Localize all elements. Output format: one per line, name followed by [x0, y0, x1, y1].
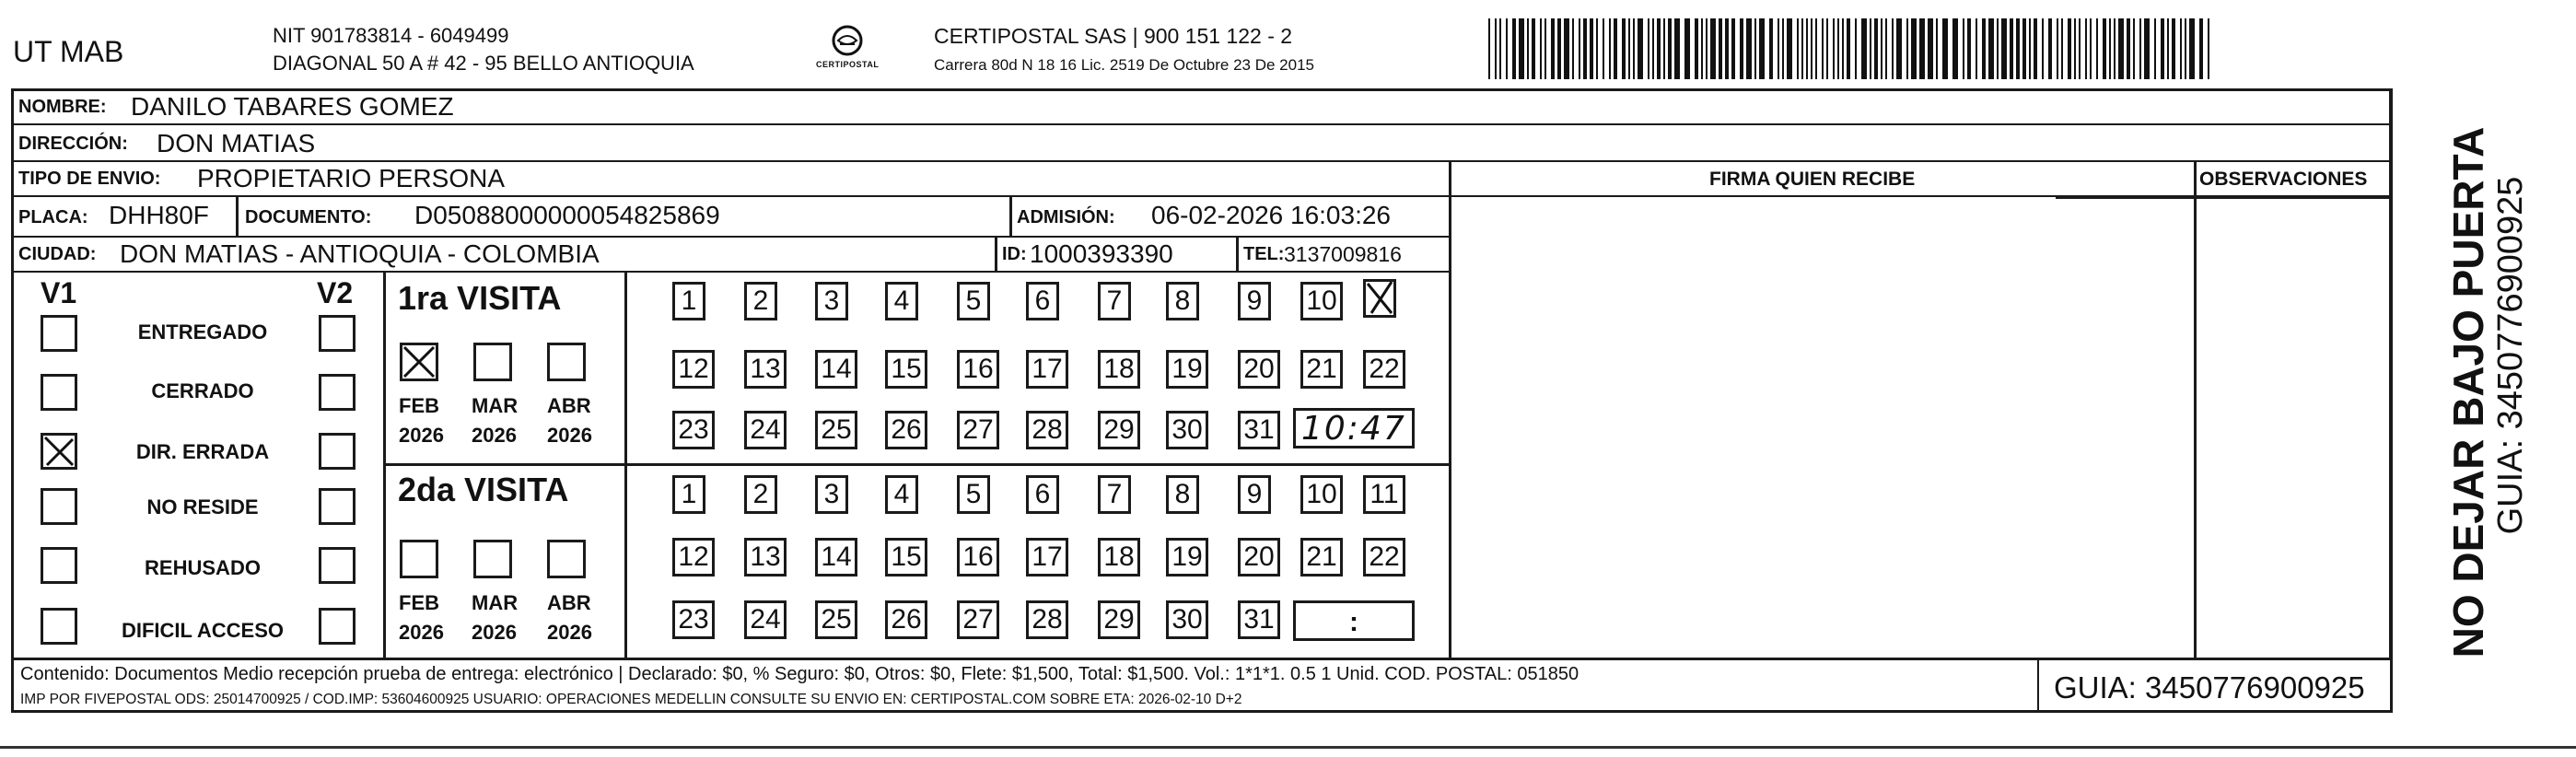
visit2-day-15[interactable]: 15 [885, 538, 927, 576]
status-label-no-reside: NO RESIDE [146, 495, 259, 518]
barcode-bar [1557, 18, 1561, 79]
barcode-bar [1919, 18, 1925, 79]
visit1-year-abr: 2026 [547, 424, 592, 447]
barcode-bar [2074, 18, 2076, 79]
visit1-year-mar: 2026 [472, 424, 517, 447]
col-divider [236, 197, 239, 236]
visit1-day-21[interactable]: 21 [1300, 350, 1343, 389]
barcode-bar [1837, 18, 1839, 79]
company-name: UT MAB [13, 35, 124, 68]
visit1-day-29[interactable]: 29 [1098, 411, 1140, 449]
admision-label: ADMISIÓN: [1017, 207, 1115, 227]
check-x-icon [1366, 282, 1393, 315]
visit2-day-14[interactable]: 14 [815, 538, 857, 576]
company-nit: NIT 901783814 - 6049499 [273, 24, 509, 47]
visit1-day-1[interactable]: 1 [672, 282, 705, 320]
barcode-bar [1822, 18, 1824, 79]
visit2-abr-checkbox[interactable] [547, 540, 586, 578]
visit1-day-31[interactable]: 31 [1238, 411, 1280, 449]
visit2-day-22[interactable]: 22 [1363, 538, 1405, 576]
col-divider [1449, 160, 1451, 658]
direccion-value: DON MATIAS [157, 129, 316, 157]
status-label-rehusado: REHUSADO [145, 556, 261, 579]
barcode-bar [2048, 18, 2052, 79]
visit1-day-22[interactable]: 22 [1363, 350, 1405, 389]
barcode-bar [1695, 18, 1698, 79]
visit1-day-7[interactable]: 7 [1098, 282, 1131, 320]
ciudad-value: DON MATIAS - ANTIOQUIA - COLOMBIA [120, 239, 600, 268]
barcode-bar [2029, 18, 2031, 79]
barcode-bar [1746, 18, 1752, 79]
visit1-year-feb: 2026 [399, 424, 444, 447]
visit2-day-4[interactable]: 4 [885, 475, 918, 514]
tel-value: 3137009816 [1284, 242, 1402, 266]
visit2-day-24[interactable]: 24 [744, 600, 787, 639]
barcode-bar [1564, 18, 1569, 79]
nombre-value: DANILO TABARES GOMEZ [131, 92, 454, 121]
visit1-day-28[interactable]: 28 [1026, 411, 1068, 449]
v1-cerrado-checkbox[interactable] [41, 374, 77, 411]
tipo-envio-label: TIPO DE ENVIO: [18, 169, 161, 189]
carrier-license: Carrera 80d N 18 16 Lic. 2519 De Octubre 23 De 2015 [934, 56, 1314, 74]
visit1-day-6[interactable]: 6 [1026, 282, 1059, 320]
barcode-bar [1833, 18, 1835, 79]
row-divider [11, 195, 2393, 197]
barcode-bar [1499, 18, 1501, 79]
visit2-day-1[interactable]: 1 [672, 475, 705, 514]
barcode-bar [2139, 18, 2141, 79]
barcode-bar [1870, 18, 1871, 79]
barcode-bar [2189, 18, 2195, 79]
visit2-day-16[interactable]: 16 [957, 538, 999, 576]
visit2-day-23[interactable]: 23 [672, 600, 715, 639]
barcode-bar [2133, 18, 2135, 79]
barcode-bar [1769, 18, 1773, 79]
visit1-month-mar: MAR [472, 394, 519, 417]
barcode-bar [1572, 18, 1574, 79]
certipostal-logo [810, 24, 884, 76]
barcode-bar [1652, 18, 1654, 79]
barcode-bar [1881, 18, 1882, 79]
barcode-bar [1614, 18, 1617, 79]
visit2-day-26[interactable]: 26 [885, 600, 927, 639]
barcode-bar [1952, 18, 1958, 79]
visit2-feb-checkbox[interactable] [400, 540, 438, 578]
barcode-bar [1583, 18, 1587, 79]
col-divider [2389, 88, 2392, 658]
tipo-envio-value: PROPIETARIO PERSONA [197, 164, 505, 192]
v2-rehusado-checkbox[interactable] [319, 547, 356, 584]
visit1-day-27[interactable]: 27 [957, 411, 999, 449]
row-divider [11, 271, 1450, 273]
visit1-day-2[interactable]: 2 [744, 282, 777, 320]
barcode-bar [1527, 18, 1529, 79]
barcode-bar [1815, 18, 1817, 79]
visit2-day-13[interactable]: 13 [744, 538, 787, 576]
visit1-day-26[interactable]: 26 [885, 411, 927, 449]
visit2-day-5[interactable]: 5 [957, 475, 990, 514]
visit2-day-31[interactable]: 31 [1238, 600, 1280, 639]
visit2-day-9[interactable]: 9 [1238, 475, 1271, 514]
barcode-bar [2199, 18, 2203, 79]
visit2-month-mar: MAR [472, 591, 519, 614]
v1-dir-errada-checkbox[interactable] [41, 433, 77, 470]
v1-rehusado-checkbox[interactable] [41, 547, 77, 584]
v1-no-reside-checkbox[interactable] [41, 488, 77, 525]
barcode-bar [1657, 18, 1661, 79]
side-guia: GUIA: 3450776900925 [2491, 176, 2530, 535]
visit2-mar-checkbox[interactable] [473, 540, 512, 578]
visit1-day-30[interactable]: 30 [1166, 411, 1208, 449]
page-bottom-edge [0, 746, 2576, 749]
barcode-bar [1928, 18, 1933, 79]
visit2-year-abr: 2026 [547, 621, 592, 644]
visit1-day-13[interactable]: 13 [744, 350, 787, 389]
footer-divider [11, 658, 2393, 660]
visit2-day-25[interactable]: 25 [815, 600, 857, 639]
row-divider [2056, 197, 2393, 199]
footer-imp: IMP POR FIVEPOSTAL ODS: 25014700925 / COD.IMP: 53604600925 USUARIO: OPERACIONES MEDELLIN CONSULTE SU ENVIO EN: CERTIPOSTAL.COM SOBRE ETA: 2026-02-10 D+2 [20, 692, 1242, 707]
v2-label: V2 [317, 276, 354, 309]
visit2-day-18[interactable]: 18 [1098, 538, 1140, 576]
footer-guia: GUIA: 3450776900925 [2054, 670, 2365, 705]
barcode-bar [2057, 18, 2058, 79]
col-divider [995, 238, 997, 271]
admision-value: 06-02-2026 16:03:26 [1151, 201, 1391, 229]
barcode-bar [1495, 18, 1497, 79]
visit2-day-20[interactable]: 20 [1238, 538, 1280, 576]
visit2-day-3[interactable]: 3 [815, 475, 848, 514]
visit1-day-23[interactable]: 23 [672, 411, 715, 449]
visit2-year-feb: 2026 [399, 621, 444, 644]
barcode-bar [1609, 18, 1611, 79]
status-label-dificil-acceso: DIFICIL ACCESO [121, 619, 284, 642]
visit2-day-17[interactable]: 17 [1026, 538, 1068, 576]
barcode-bar [2096, 18, 2098, 79]
status-label-dir-errada: DIR. ERRADA [135, 440, 270, 463]
col-divider [1009, 197, 1012, 236]
visit1-day-8[interactable]: 8 [1166, 282, 1199, 320]
visit2-day-11[interactable]: 11 [1363, 475, 1405, 514]
barcode-bar [1579, 18, 1580, 79]
visit2-day-19[interactable]: 19 [1166, 538, 1208, 576]
row-divider [11, 160, 2393, 162]
visit1-time-box[interactable] [1293, 408, 1415, 448]
barcode-bar [1976, 18, 1977, 79]
barcode-bar [1701, 18, 1703, 79]
barcode-bar [2208, 18, 2209, 79]
tel-label: TEL: [1243, 244, 1285, 264]
barcode-bar [1906, 18, 1908, 79]
v1-label: V1 [41, 276, 77, 309]
barcode-bar [2042, 18, 2044, 79]
barcode-bar [1842, 18, 1844, 79]
check-x-icon [43, 436, 75, 467]
barcode-bar [1963, 18, 1964, 79]
barcode-bar [2068, 18, 2071, 79]
barcode-bar [1668, 18, 1672, 79]
v1-dificil-acceso-checkbox[interactable] [41, 608, 77, 645]
barcode-bar [2022, 18, 2026, 79]
status-label-entregado: ENTREGADO [137, 320, 268, 344]
barcode-bar [1778, 18, 1779, 79]
barcode-bar [2167, 18, 2169, 79]
barcode-bar [1633, 18, 1635, 79]
barcode-bar [1855, 18, 1857, 79]
visit1-mar-checkbox[interactable] [473, 343, 512, 381]
barcode-bar [1519, 18, 1524, 79]
visit2-time-separator: : [1349, 607, 1358, 637]
barcode-bar [1551, 18, 1555, 79]
barcode-bar [2127, 18, 2130, 79]
barcode-bar [1988, 18, 1994, 79]
visit2-day-29[interactable]: 29 [1098, 600, 1140, 639]
barcode-bar [1638, 18, 1643, 79]
barcode-bar [1710, 18, 1716, 79]
check-x-icon [402, 345, 436, 378]
barcode-bar [2114, 18, 2116, 79]
visit1-abr-checkbox[interactable] [547, 343, 586, 381]
barcode-bar [1488, 18, 1490, 79]
visit1-day-11-checked[interactable] [1363, 279, 1396, 318]
barcode-bar [1590, 18, 1593, 79]
visit1-day-3[interactable]: 3 [815, 282, 848, 320]
visit2-day-21[interactable]: 21 [1300, 538, 1343, 576]
visit1-month-abr: ABR [547, 394, 591, 417]
visit1-time-handwritten: 10:47 [1301, 410, 1406, 448]
row-divider [11, 123, 2393, 125]
visit1-day-18[interactable]: 18 [1098, 350, 1140, 389]
visit1-day-4[interactable]: 4 [885, 282, 918, 320]
barcode-bar [1942, 18, 1948, 79]
visit2-day-30[interactable]: 30 [1166, 600, 1208, 639]
placa-value: DHH80F [109, 201, 209, 229]
row-divider [11, 236, 1450, 238]
barcode-bar [2079, 18, 2081, 79]
id-label: ID: [1002, 244, 1027, 264]
visit1-month-feb: FEB [399, 394, 439, 417]
visit2-day-27[interactable]: 27 [957, 600, 999, 639]
barcode-bar [1719, 18, 1722, 79]
barcode-bar [1811, 18, 1813, 79]
ciudad-label: CIUDAD: [18, 244, 97, 264]
barcode-bar [1754, 18, 1756, 79]
id-value: 1000393390 [1030, 239, 1173, 268]
barcode-bar [1885, 18, 1887, 79]
visit2-year-mar: 2026 [472, 621, 517, 644]
visit1-day-19[interactable]: 19 [1166, 350, 1208, 389]
barcode-bar [1782, 18, 1784, 79]
barcode-bar [2118, 18, 2124, 79]
visit1-title: 1ra VISITA [398, 279, 562, 317]
barcode-bar [2144, 18, 2150, 79]
barcode-bar [1982, 18, 1986, 79]
barcode-bar [1706, 18, 1708, 79]
v2-dir-errada-checkbox[interactable] [319, 433, 356, 470]
side-warning: NO DEJAR BAJO PUERTA [2444, 126, 2492, 658]
observaciones-label: OBSERVACIONES [2199, 169, 2368, 190]
v2-cerrado-checkbox[interactable] [319, 374, 356, 411]
placa-label: PLACA: [18, 207, 88, 227]
barcode-bar [1596, 18, 1598, 79]
barcode-bar [1532, 18, 1535, 79]
carrier-name: CERTIPOSTAL SAS | 900 151 122 - 2 [934, 24, 1293, 48]
barcode-bar [2172, 18, 2175, 79]
visit1-day-17[interactable]: 17 [1026, 350, 1068, 389]
barcode-bars [1488, 18, 2216, 79]
barcode-bar [1911, 18, 1917, 79]
visit1-day-14[interactable]: 14 [815, 350, 857, 389]
barcode-bar [1936, 18, 1938, 79]
visit2-day-2[interactable]: 2 [744, 475, 777, 514]
visit1-day-9[interactable]: 9 [1238, 282, 1271, 320]
barcode-bar [1648, 18, 1649, 79]
barcode-bar [1540, 18, 1542, 79]
barcode-bar [1622, 18, 1626, 79]
direccion-label: DIRECCIÓN: [18, 134, 128, 154]
col-divider [2037, 659, 2039, 713]
firma-label: FIRMA QUIEN RECIBE [1709, 169, 1916, 190]
barcode-bar [1663, 18, 1665, 79]
barcode-bar [1787, 18, 1792, 79]
barcode-bar [2180, 18, 2182, 79]
barcode-bar [2010, 18, 2013, 79]
barcode-bar [2154, 18, 2156, 79]
barcode-bar [1874, 18, 1878, 79]
col-divider [1236, 238, 1239, 271]
logo-text: CERTIPOSTAL [816, 60, 880, 69]
visit2-day-12[interactable]: 12 [672, 538, 715, 576]
barcode-bar [2161, 18, 2164, 79]
visit1-day-24[interactable]: 24 [744, 411, 787, 449]
barcode-bar [1603, 18, 1604, 79]
visit1-feb-checkbox[interactable] [400, 343, 438, 381]
visit1-day-25[interactable]: 25 [815, 411, 857, 449]
v1-entregado-checkbox[interactable] [41, 315, 77, 352]
visit2-day-7[interactable]: 7 [1098, 475, 1131, 514]
barcode-bar [1797, 18, 1799, 79]
barcode-bar [1725, 18, 1729, 79]
barcode-bar [1674, 18, 1680, 79]
visit2-day-6[interactable]: 6 [1026, 475, 1059, 514]
barcode-bar [1759, 18, 1765, 79]
barcode-bar [2001, 18, 2007, 79]
visit1-day-12[interactable]: 12 [672, 350, 715, 389]
col-divider [2194, 160, 2197, 658]
company-address: DIAGONAL 50 A # 42 - 95 BELLO ANTIOQUIA [273, 52, 694, 75]
barcode-bar [1740, 18, 1743, 79]
barcode-bar [1892, 18, 1894, 79]
documento-label: DOCUMENTO: [245, 207, 372, 227]
barcode-bar [1801, 18, 1803, 79]
visit2-title: 2da VISITA [398, 471, 569, 508]
v2-no-reside-checkbox[interactable] [319, 488, 356, 525]
visit2-month-abr: ABR [547, 591, 591, 614]
barcode-bar [2185, 18, 2186, 79]
barcode [1488, 18, 2216, 79]
barcode-bar [1826, 18, 1828, 79]
visit1-day-15[interactable]: 15 [885, 350, 927, 389]
visit1-day-5[interactable]: 5 [957, 282, 990, 320]
nombre-label: NOMBRE: [18, 97, 107, 117]
barcode-bar [2109, 18, 2111, 79]
visit1-day-20[interactable]: 20 [1238, 350, 1280, 389]
barcode-bar [1731, 18, 1735, 79]
v2-dificil-acceso-checkbox[interactable] [319, 608, 356, 645]
barcode-bar [1997, 18, 1999, 79]
barcode-bar [2085, 18, 2087, 79]
barcode-bar [1628, 18, 1630, 79]
barcode-bar [2103, 18, 2106, 79]
v2-entregado-checkbox[interactable] [319, 315, 356, 352]
barcode-bar [1512, 18, 1516, 79]
barcode-bar [1847, 18, 1850, 79]
footer-contenido: Contenido: Documentos Medio recepción prueba de entrega: electrónico | Declarado: $0, % Seguro: $0, Otros: $0, Flete: $1,500, Total: $1,500. Vol.: 1*1*1. 0.5 1 Unid. COD. POSTAL: 051850 [20, 664, 1579, 684]
barcode-bar [2090, 18, 2092, 79]
barcode-bar [1684, 18, 1690, 79]
documento-value: D05088000000054825869 [414, 201, 720, 229]
row-divider [385, 463, 1450, 466]
barcode-bar [2034, 18, 2037, 79]
barcode-bar [1967, 18, 1971, 79]
barcode-bar [2061, 18, 2063, 79]
visit2-time-box[interactable] [1293, 600, 1415, 641]
visit2-day-8[interactable]: 8 [1166, 475, 1199, 514]
barcode-bar [2016, 18, 2020, 79]
barcode-bar [1806, 18, 1808, 79]
visit2-month-feb: FEB [399, 591, 439, 614]
barcode-bar [1896, 18, 1902, 79]
barcode-bar [1861, 18, 1867, 79]
visit2-day-10[interactable]: 10 [1300, 475, 1343, 514]
barcode-bar [1506, 18, 1508, 79]
visit1-day-10[interactable]: 10 [1300, 282, 1343, 320]
visit2-day-28[interactable]: 28 [1026, 600, 1068, 639]
barcode-bar [1544, 18, 1546, 79]
status-label-cerrado: CERRADO [151, 379, 254, 402]
visit1-day-16[interactable]: 16 [957, 350, 999, 389]
